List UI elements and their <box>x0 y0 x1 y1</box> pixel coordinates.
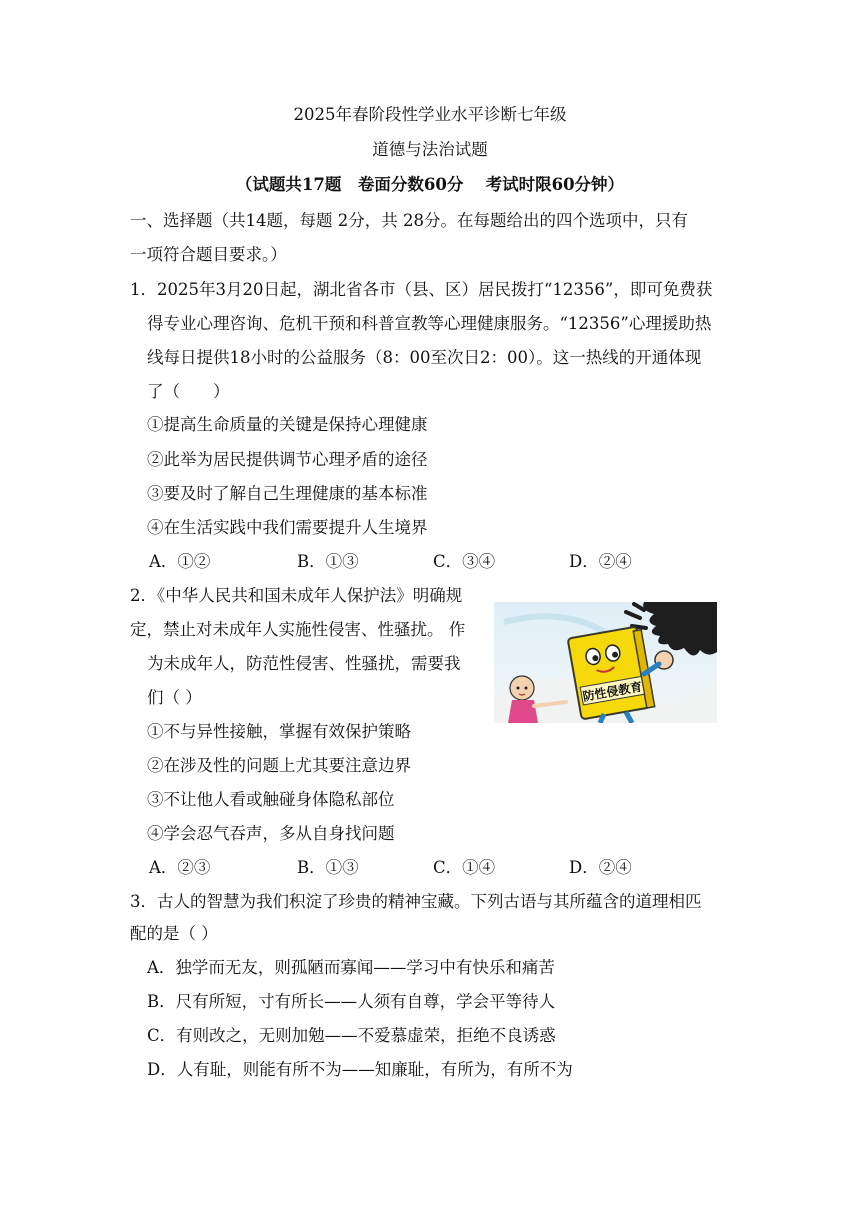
q1-option-b: B．①③ <box>297 552 359 571</box>
q1-stem-line1: 1．2025年3月20日起，湖北省各市（县、区）居民拨打“12356”，即可免费获 <box>130 280 713 299</box>
exam-title: 2025年春阶段性学业水平诊断七年级 <box>293 105 567 124</box>
exam-meta: （试题共17题 卷面分数60分 考试时限60分钟） <box>235 175 625 194</box>
q1-stem-line4: 了（ ） <box>147 382 230 401</box>
q3-option-a: A．独学而无友，则孤陋而寡闻——学习中有快乐和痛苦 <box>147 958 555 977</box>
q3-option-d: D．人有耻，则能有所不为——知廉耻，有所为，有所不为 <box>147 1060 573 1079</box>
q1-stem-line3: 线每日提供18小时的公益服务（8：00至次日2：00）。这一热线的开通体现 <box>147 348 702 367</box>
anti-sexual-assault-illustration-icon <box>494 602 717 723</box>
q1-statement-4: ④在生活实践中我们需要提升人生境界 <box>147 518 428 537</box>
q1-option-a: A．①② <box>149 552 211 571</box>
q2-stem-line2: 定，禁止对未成年人实施性侵害、性骚扰。 作 <box>130 620 466 639</box>
section-heading-line2: 一项符合题目要求。） <box>130 245 287 264</box>
q2-illustration <box>494 602 717 723</box>
q2-option-a: A．②③ <box>149 858 211 877</box>
q1-stem-line2: 得专业心理咨询、危机干预和科普宣教等心理健康服务。“12356”心理援助热 <box>147 314 712 333</box>
q2-option-d: D．②④ <box>569 858 632 877</box>
q1-option-c: C．③④ <box>433 552 496 571</box>
exam-subject: 道德与法治试题 <box>372 140 488 159</box>
q3-option-b: B．尺有所短，寸有所长——人须有自尊，学会平等待人 <box>147 992 556 1011</box>
q2-statement-4: ④学会忍气吞声，多从自身找问题 <box>147 824 395 843</box>
q2-stem-line4: 们（ ） <box>147 688 202 707</box>
q2-stem-line3: 为未成年人，防范性侵害、性骚扰，需要我 <box>147 654 461 673</box>
q2-statement-2: ②在涉及性的问题上尤其要注意边界 <box>147 756 411 775</box>
q2-statement-1: ①不与异性接触，掌握有效保护策略 <box>147 722 411 741</box>
q1-statement-1: ①提高生命质量的关键是保持心理健康 <box>147 415 428 434</box>
q2-stem-line1: 2．《中华人民共和国未成年人保护法》明确规 <box>130 586 463 605</box>
section-heading-line1: 一、选择题（共14题，每题 2分，共 28分。在每题给出的四个选项中，只有 <box>130 211 688 230</box>
q1-option-d: D．②④ <box>569 552 632 571</box>
q3-stem-line2: 配的是（ ） <box>130 924 218 943</box>
q2-option-c: C．①④ <box>433 858 496 877</box>
q3-stem-line1: 3．古人的智慧为我们积淀了珍贵的精神宝藏。下列古语与其所蕴含的道理相匹 <box>130 892 702 911</box>
book-cover-text: 防性侵教育 <box>581 679 644 704</box>
q1-statement-2: ②此举为居民提供调节心理矛盾的途径 <box>147 450 428 469</box>
q2-option-b: B．①③ <box>297 858 359 877</box>
q2-statement-3: ③不让他人看或触碰身体隐私部位 <box>147 790 395 809</box>
q3-option-c: C．有则改之，无则加勉——不爱慕虚荣，拒绝不良诱惑 <box>147 1026 556 1045</box>
q1-statement-3: ③要及时了解自己生理健康的基本标准 <box>147 484 428 503</box>
